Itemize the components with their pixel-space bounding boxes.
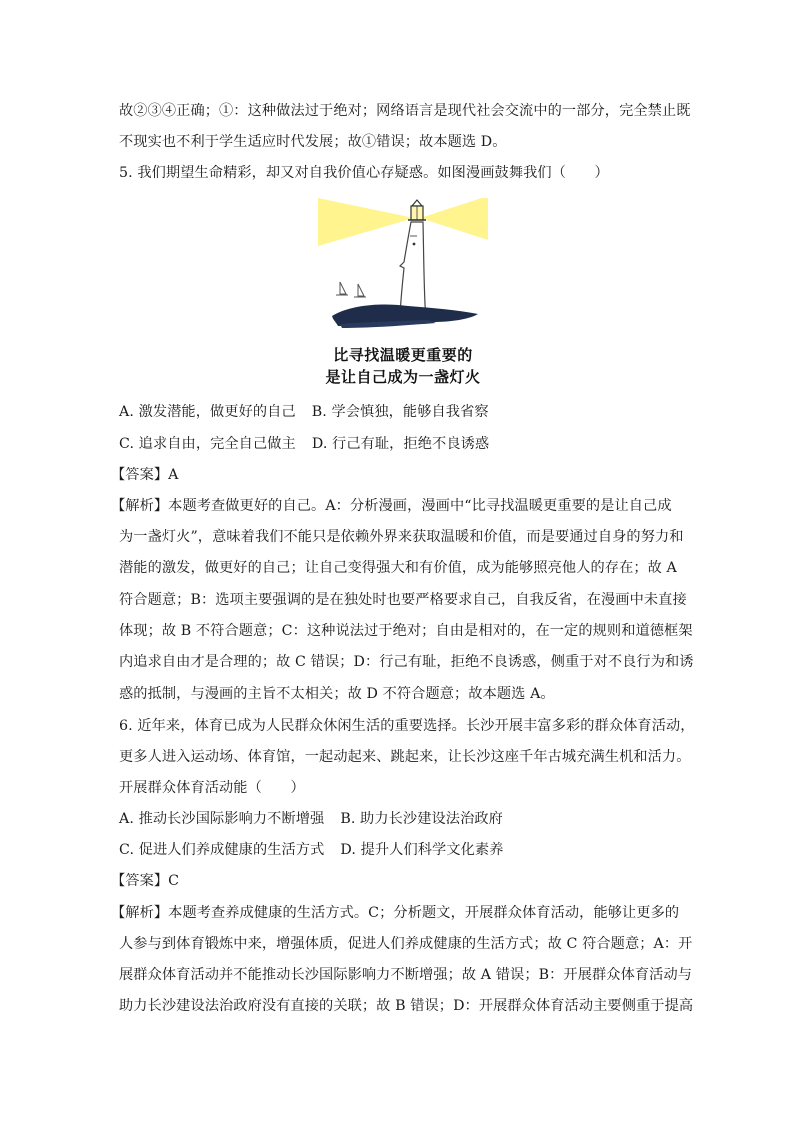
option-d: D. 提升人们科学文化素养 xyxy=(340,842,504,858)
analysis-line: 惑的抵制，与漫画的主旨不太相关；故 D 不符合题意；故本题选 A。 xyxy=(119,686,555,702)
analysis-line: 人参与到体育锻炼中来，增强体质，促进人们养成健康的生活方式；故 C 符合题意；A：开 xyxy=(119,936,693,952)
question-6-options-row-1 xyxy=(119,809,684,829)
question-5-options-row-2 xyxy=(119,434,684,454)
text-line: 故②③④正确；①：这种做法过于绝对；网络语言是现代社会交流中的一部分，完全禁止既 xyxy=(119,103,691,119)
question-6-stem-line: 更多人进入运动场、体育馆，一起动起来、跳起来，让长沙这座千年古城充满生机和活力。 xyxy=(119,749,691,765)
analysis-line: 【解析】本题考查养成健康的生活方式。C；分析题文，开展群众体育活动，能够让更多的 xyxy=(111,905,680,921)
option-d: D. 行己有耻，拒绝不良诱惑 xyxy=(311,436,490,452)
question-5-stem: 5. 我们期望生命精彩，却又对自我价值心存疑惑。如图漫画鼓舞我们（ ） xyxy=(119,165,609,181)
sailboat xyxy=(358,284,364,296)
question-6-options-row-2 xyxy=(119,840,684,860)
question-5-answer: 【答案】A xyxy=(111,467,179,483)
question-5-options-row-1 xyxy=(119,402,684,422)
analysis-line: 体现；故 B 不符合题意；C：这种说法过于绝对；自由是相对的，在一定的规则和道德框架 xyxy=(119,623,693,639)
comic-caption-line-1: 比寻找温暖更重要的 xyxy=(333,346,473,364)
option-b: B. 助力长沙建设法治政府 xyxy=(340,811,503,827)
lighthouse-tower xyxy=(400,222,426,320)
option-a: A. 激发潜能，做更好的自己 xyxy=(119,404,296,420)
question-6-stem-line: 开展群众体育活动能（ ） xyxy=(119,780,305,796)
comic-caption-line-2: 是让自己成为一盏灯火 xyxy=(325,368,481,386)
analysis-line: 展群众体育活动并不能推动长沙国际影响力不断增强；故 A 错误；B：开展群众体育活动与 xyxy=(119,967,693,983)
analysis-line: 为一盏灯火”，意味着我们不能只是依赖外界来获取温暖和价值，而是要通过自身的努力和 xyxy=(119,529,684,545)
option-b: B. 学会慎独，能够自我省察 xyxy=(311,404,489,420)
option-c: C. 促进人们养成健康的生活方式 xyxy=(119,842,325,858)
text-line: 不现实也不利于学生适应时代发展；故①错误；故本题选 D。 xyxy=(119,134,507,150)
light-beam-left xyxy=(318,198,414,246)
question-6-stem-line: 6. 近年来，体育已成为人民群众休闲生活的重要选择。长沙开展丰富多彩的群众体育活动， xyxy=(119,718,695,734)
sailboat xyxy=(340,282,346,294)
analysis-line: 【解析】本题考查做更好的自己。A：分析漫画，漫画中“比寻找温暖更重要的是让自己成 xyxy=(111,498,672,514)
analysis-line: 助力长沙建设法治政府没有直接的关联；故 B 错误；D：开展群众体育活动主要侧重于提高 xyxy=(119,998,694,1014)
analysis-line: 符合题意；B：选项主要强调的是在独处时也要严格要求自己，自我反省，在漫画中未直接 xyxy=(119,592,687,608)
analysis-line: 内追求自由才是合理的；故 C 错误；D：行己有耻，拒绝不良诱惑，侧重于对不良行为和诱 xyxy=(119,654,694,670)
analysis-line: 潜能的激发，做更好的自己；让自己变得强大和有价值，成为能够照亮他人的存在；故 A xyxy=(119,560,677,576)
question-6-answer: 【答案】C xyxy=(111,873,180,889)
light-beam-right xyxy=(420,198,488,240)
option-a: A. 推动长沙国际影响力不断增强 xyxy=(119,811,325,827)
option-c: C. 追求自由，完全自己做主 xyxy=(119,436,296,452)
